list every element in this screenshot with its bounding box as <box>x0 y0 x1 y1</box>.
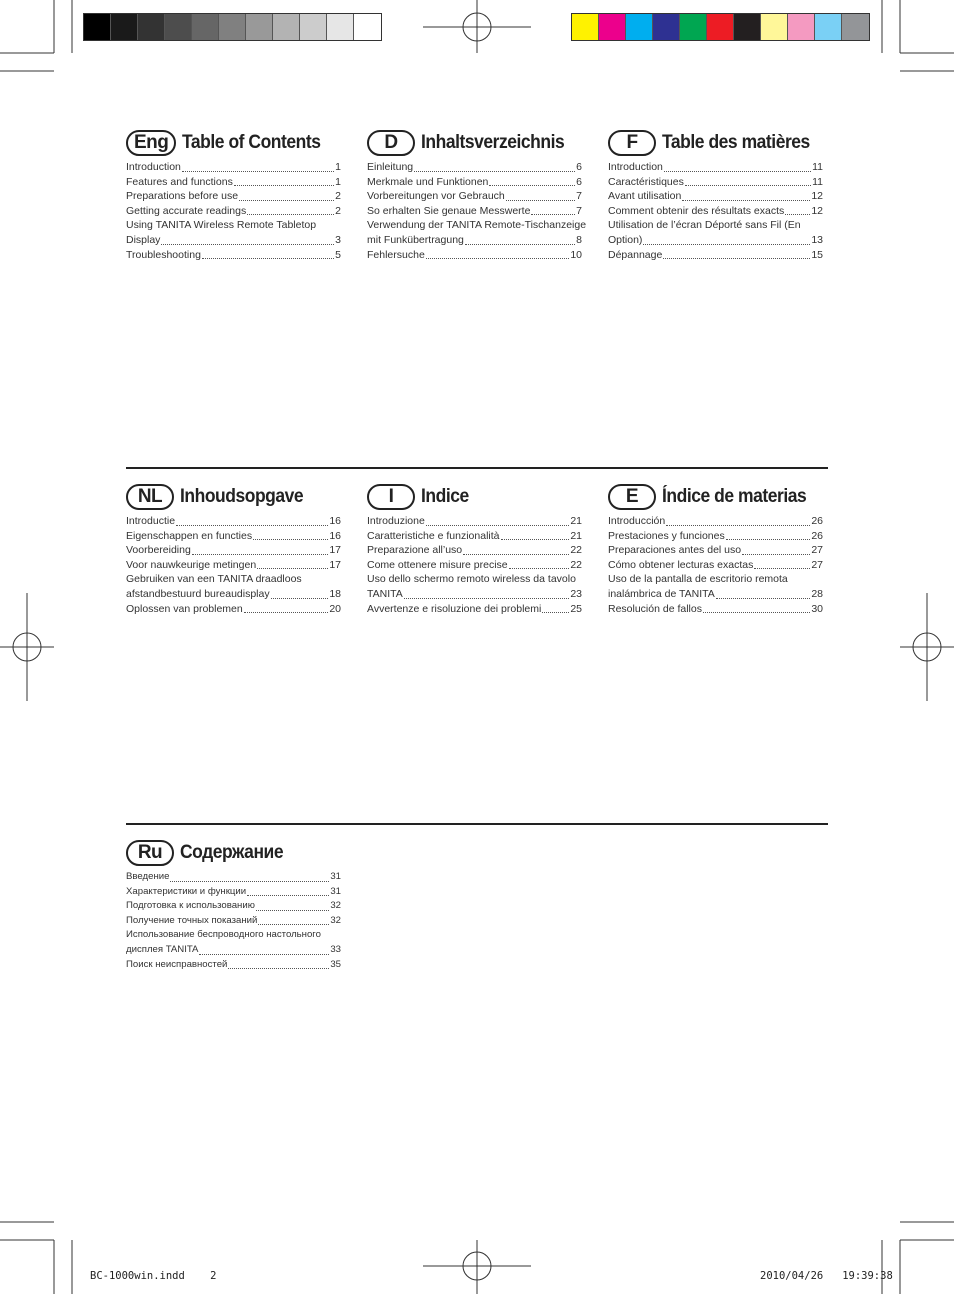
dot-leader <box>247 895 329 896</box>
color-swatch <box>354 14 381 40</box>
toc-entry-page: 31 <box>330 871 341 882</box>
toc-entry-text-line1: Using TANITA Wireless Remote Tabletop <box>126 219 317 232</box>
dot-leader <box>426 258 570 259</box>
color-swatch <box>111 14 138 40</box>
toc-entry-page: 7 <box>576 204 582 217</box>
dot-leader <box>257 568 328 569</box>
toc-entry-page: 21 <box>570 529 582 542</box>
language-badge: I <box>367 484 415 510</box>
toc-entry <box>126 558 341 573</box>
color-swatch <box>599 14 626 40</box>
toc-entry-page: 27 <box>811 558 823 571</box>
toc-entry-text: Введение <box>126 871 170 882</box>
toc-entry-text: TANITA <box>367 587 403 600</box>
footer-timestamp <box>760 1270 893 1282</box>
toc-section-ru <box>126 838 341 972</box>
section-title: Inhoudsopgave <box>180 486 304 507</box>
toc-entry-page: 30 <box>811 602 823 615</box>
color-swatch <box>165 14 192 40</box>
toc-entry-text: Merkmale und Funktionen <box>367 175 489 188</box>
toc-entry-text: Introductie <box>126 515 176 527</box>
dot-leader <box>742 554 810 555</box>
toc-entry-text: afstandbestuurd bureaudisplay <box>126 587 270 600</box>
toc-entry-page: 2 <box>335 190 341 203</box>
section-title: Table of Contents <box>182 132 321 153</box>
toc-entry-text-line1: Uso dello schermo remoto wireless da tavolo <box>367 573 576 586</box>
dot-leader <box>465 244 575 245</box>
toc-entry-text: Подготовка к использованию <box>126 900 255 912</box>
toc-entry-list <box>126 870 341 972</box>
color-swatch <box>626 14 653 40</box>
dot-leader <box>404 598 570 599</box>
toc-entry-text: Oplossen van problemen <box>126 602 243 615</box>
toc-entry-text: Option) <box>608 233 643 246</box>
toc-entry-page: 2 <box>335 204 341 217</box>
color-swatch <box>815 14 842 40</box>
toc-entry-page: 12 <box>811 204 823 217</box>
toc-entry-text: Voorbereiding <box>126 544 191 557</box>
footer-time: 19:39:38 <box>842 1270 893 1282</box>
toc-entry <box>367 572 582 601</box>
footer-page: 2 <box>210 1270 217 1282</box>
dot-leader <box>253 539 328 540</box>
section-heading <box>367 128 582 158</box>
dot-leader <box>247 214 334 215</box>
language-badge: F <box>608 130 656 156</box>
toc-entry-text: Einleitung <box>367 161 414 173</box>
toc-entry <box>367 204 582 219</box>
dot-leader <box>202 258 334 259</box>
toc-entry <box>608 572 823 601</box>
toc-entry-text-line1: Gebruiken van een TANITA draadloos <box>126 573 302 586</box>
section-heading <box>608 128 823 158</box>
toc-entry-page: 12 <box>811 190 823 203</box>
toc-entry-page: 1 <box>335 161 341 173</box>
toc-entry-text: Cómo obtener lecturas exactas <box>608 558 754 571</box>
toc-entry <box>126 248 341 263</box>
toc-entry-list <box>367 514 582 616</box>
color-swatch <box>761 14 788 40</box>
toc-entry-text: Caractéristiques <box>608 175 684 188</box>
toc-entry-page: 5 <box>335 248 341 261</box>
toc-entry <box>126 175 341 190</box>
toc-entry-page: 3 <box>335 233 341 246</box>
toc-entry-text: So erhalten Sie genaue Messwerte <box>367 204 531 217</box>
toc-section-nl <box>126 482 341 616</box>
dot-leader <box>176 525 328 526</box>
color-swatch <box>84 14 111 40</box>
process-color-bar <box>571 13 870 41</box>
dot-leader <box>666 525 810 526</box>
toc-entry <box>126 899 341 914</box>
toc-entry-page: 15 <box>811 248 823 261</box>
toc-entry <box>608 204 823 219</box>
dot-leader <box>501 539 570 540</box>
color-swatch <box>680 14 707 40</box>
section-title: Содержание <box>180 842 284 863</box>
section-title: Table des matières <box>662 132 810 153</box>
dot-leader <box>463 554 569 555</box>
toc-entry-text: Preparaciones antes del uso <box>608 544 742 557</box>
toc-entry <box>126 870 341 885</box>
toc-entry-text: Поиск неисправностей <box>126 958 228 970</box>
section-divider <box>126 467 828 469</box>
toc-entry <box>608 175 823 190</box>
toc-entry-text: Features and functions <box>126 175 233 188</box>
color-swatch <box>192 14 219 40</box>
dot-leader <box>244 612 329 613</box>
toc-entry-page: 18 <box>329 587 341 600</box>
color-swatch <box>734 14 761 40</box>
toc-entry <box>126 602 341 617</box>
language-badge: E <box>608 484 656 510</box>
toc-entry-page: 7 <box>576 190 582 203</box>
dot-leader <box>663 258 810 259</box>
toc-entry-text: Характеристики и функции <box>126 885 247 897</box>
toc-entry-text: Come ottenere misure precise <box>367 558 508 571</box>
toc-entry-text: Avant utilisation <box>608 190 682 203</box>
toc-entry <box>367 160 582 175</box>
toc-entry-page: 17 <box>329 558 341 571</box>
dot-leader <box>726 539 811 540</box>
language-badge: Eng <box>126 130 176 156</box>
color-swatch <box>300 14 327 40</box>
dot-leader <box>685 185 811 186</box>
section-heading <box>367 482 582 512</box>
dot-leader <box>234 185 334 186</box>
dot-leader <box>785 214 810 215</box>
section-title: Índice de materias <box>662 486 807 507</box>
toc-entry <box>126 885 341 900</box>
footer-date: 2010/04/26 <box>760 1270 824 1282</box>
color-swatch <box>572 14 599 40</box>
toc-entry-text: mit Funkübertragung <box>367 233 464 246</box>
toc-entry-page: 11 <box>812 161 823 173</box>
dot-leader <box>256 910 329 911</box>
dot-leader <box>182 171 334 172</box>
toc-section-it <box>367 482 582 616</box>
toc-entry-page: 16 <box>329 515 341 527</box>
toc-entry-list <box>126 514 341 616</box>
color-swatch <box>842 14 869 40</box>
dot-leader <box>161 244 334 245</box>
section-heading <box>126 838 341 868</box>
dot-leader <box>716 598 811 599</box>
color-swatch <box>653 14 680 40</box>
toc-entry <box>367 248 582 263</box>
toc-entry-text: Getting accurate readings <box>126 204 247 217</box>
dot-leader <box>506 200 575 201</box>
toc-entry-text: Dépannage <box>608 248 663 261</box>
dot-leader <box>199 954 329 955</box>
dot-leader <box>754 568 810 569</box>
color-swatch <box>707 14 734 40</box>
toc-entry <box>126 189 341 204</box>
footer-file <box>90 1270 216 1282</box>
toc-entry <box>367 189 582 204</box>
toc-entry-page: 33 <box>330 943 341 955</box>
dot-leader <box>489 185 575 186</box>
toc-entry-text: inalámbrica de TANITA <box>608 587 715 600</box>
color-swatch <box>138 14 165 40</box>
toc-entry-text: Prestaciones y funciones <box>608 529 725 542</box>
toc-entry-text: Introduction <box>608 161 663 173</box>
toc-entry <box>126 572 341 601</box>
dot-leader <box>531 214 575 215</box>
toc-entry-list <box>608 160 823 262</box>
toc-entry-page: 8 <box>576 233 582 246</box>
toc-entry <box>608 543 823 558</box>
toc-entry-text: Eigenschappen en functies <box>126 529 253 542</box>
toc-entry <box>608 218 823 247</box>
toc-entry <box>608 602 823 617</box>
section-heading <box>126 128 341 158</box>
toc-entry-text: Получение точных показаний <box>126 914 258 926</box>
dot-leader <box>414 171 575 172</box>
toc-entry-text: Introduction <box>126 161 181 173</box>
toc-entry-text: Resolución de fallos <box>608 602 702 615</box>
toc-entry <box>126 218 341 247</box>
toc-section-eng <box>126 128 341 262</box>
color-swatch <box>273 14 300 40</box>
dot-leader <box>170 881 329 882</box>
toc-entry-page: 31 <box>330 885 341 897</box>
toc-section-fr <box>608 128 823 262</box>
color-swatch <box>327 14 354 40</box>
toc-entry-page: 26 <box>811 529 823 542</box>
dot-leader <box>542 612 569 613</box>
toc-entry-page: 22 <box>570 544 582 557</box>
toc-entry <box>126 204 341 219</box>
toc-entry-page: 17 <box>329 544 341 557</box>
footer-filename: BC-1000win.indd <box>90 1270 185 1282</box>
toc-entry-text: Introduzione <box>367 515 425 527</box>
color-swatch <box>788 14 815 40</box>
section-heading <box>608 482 823 512</box>
dot-leader <box>509 568 570 569</box>
dot-leader <box>643 244 810 245</box>
toc-entry-page: 20 <box>329 602 341 615</box>
toc-entry-text: Preparazione all’uso <box>367 544 463 557</box>
color-swatch <box>219 14 246 40</box>
toc-entry <box>126 514 341 529</box>
toc-entry <box>126 160 341 175</box>
toc-entry-text: Voor nauwkeurige metingen <box>126 558 257 571</box>
toc-entry-page: 28 <box>811 587 823 600</box>
toc-entry-page: 16 <box>329 529 341 542</box>
toc-entry <box>126 543 341 558</box>
toc-entry-text: дисплея TANITA <box>126 943 199 955</box>
toc-entry-page: 22 <box>570 558 582 571</box>
toc-entry-text: Caratteristiche e funzionalità <box>367 529 500 542</box>
language-badge: NL <box>126 484 174 510</box>
toc-entry-list <box>608 514 823 616</box>
toc-entry <box>367 602 582 617</box>
toc-entry-text-line1: Utilisation de l’écran Déporté sans Fil (En <box>608 219 801 232</box>
toc-entry-page: 35 <box>330 958 341 970</box>
dot-leader <box>664 171 811 172</box>
toc-entry <box>126 529 341 544</box>
toc-entry <box>126 928 341 957</box>
toc-entry-text: Fehlersuche <box>367 248 425 261</box>
section-title: Inhaltsverzeichnis <box>421 132 565 153</box>
toc-section-es <box>608 482 823 616</box>
toc-entry <box>126 914 341 929</box>
toc-entry-text-line1: Uso de la pantalla de escritorio remota <box>608 573 788 586</box>
toc-entry-page: 27 <box>811 544 823 557</box>
toc-entry-page: 6 <box>576 161 582 173</box>
dot-leader <box>703 612 810 613</box>
dot-leader <box>239 200 334 201</box>
toc-entry <box>367 558 582 573</box>
toc-entry-text-line1: Verwendung der TANITA Remote-Tischanzeige <box>367 219 587 232</box>
toc-entry-text-line1: Использование беспроводного настольного <box>126 929 321 941</box>
toc-entry-page: 13 <box>811 233 823 246</box>
toc-entry <box>367 175 582 190</box>
toc-entry <box>367 543 582 558</box>
toc-entry <box>126 958 341 973</box>
toc-section-de <box>367 128 587 262</box>
dot-leader <box>682 200 810 201</box>
toc-entry <box>608 514 823 529</box>
toc-entry-page: 26 <box>811 515 823 527</box>
dot-leader <box>271 598 329 599</box>
toc-entry-text: Troubleshooting <box>126 248 201 261</box>
dot-leader <box>192 554 329 555</box>
section-title: Indice <box>421 486 469 507</box>
toc-entry <box>608 558 823 573</box>
dot-leader <box>426 525 570 526</box>
dot-leader <box>228 968 329 969</box>
toc-entry <box>367 514 582 529</box>
toc-entry-text: Introducción <box>608 515 666 527</box>
toc-entry-page: 21 <box>570 515 582 527</box>
color-swatch <box>246 14 273 40</box>
toc-entry-page: 25 <box>570 602 582 615</box>
toc-entry-text: Display <box>126 233 161 246</box>
language-badge: Ru <box>126 840 174 866</box>
dot-leader <box>258 924 329 925</box>
section-heading <box>126 482 341 512</box>
toc-entry-page: 1 <box>335 175 341 188</box>
language-badge: D <box>367 130 415 156</box>
toc-entry-list <box>367 160 587 262</box>
toc-entry <box>608 189 823 204</box>
toc-entry <box>367 218 587 247</box>
toc-entry-page: 11 <box>812 175 823 188</box>
toc-entry <box>608 529 823 544</box>
toc-entry <box>608 248 823 263</box>
toc-entry-text: Avvertenze e risoluzione dei problemi <box>367 602 542 615</box>
toc-entry-text: Preparations before use <box>126 190 239 203</box>
grayscale-color-bar <box>83 13 382 41</box>
toc-entry-page: 10 <box>570 248 582 261</box>
toc-entry-page: 6 <box>576 175 582 188</box>
toc-entry-page: 23 <box>570 587 582 600</box>
toc-entry-page: 32 <box>330 900 341 912</box>
toc-entry-list <box>126 160 341 262</box>
toc-entry <box>367 529 582 544</box>
toc-entry-page: 32 <box>330 914 341 926</box>
toc-entry <box>608 160 823 175</box>
toc-entry-text: Vorbereitungen vor Gebrauch <box>367 190 505 203</box>
toc-entry-text: Comment obtenir des résultats exacts <box>608 204 785 217</box>
section-divider <box>126 823 828 825</box>
